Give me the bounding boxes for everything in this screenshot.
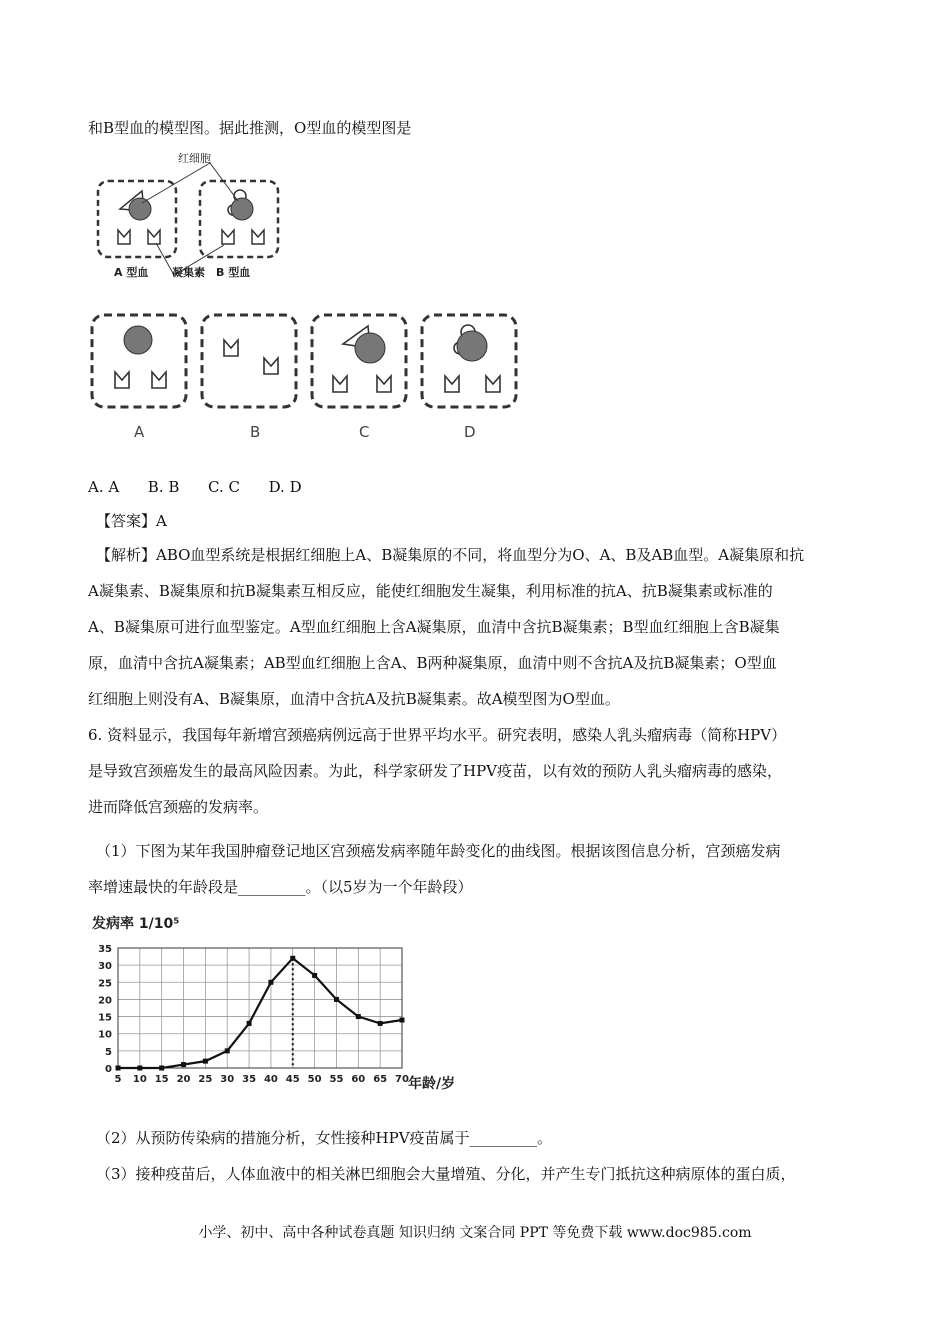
y-tick-label: 0 xyxy=(105,1064,112,1075)
option-label-c: C xyxy=(359,423,370,441)
analysis-line: 红细胞上则没有A、B凝集原，血清中含抗A及抗B凝集素。故A模型图为O型血。 xyxy=(88,690,620,708)
page-footer: 小学、初中、高中各种试卷真题 知识归纳 文案合同 PPT 等免费下载 www.doc985.com xyxy=(198,1225,752,1241)
answer-line: 【答案】A xyxy=(96,512,167,530)
x-tick-label: 15 xyxy=(154,1074,169,1085)
y-tick-label: 15 xyxy=(98,1012,112,1024)
data-point xyxy=(203,1059,208,1064)
data-point xyxy=(137,1066,142,1071)
data-point xyxy=(400,1018,405,1023)
question-6-line: 6. 资料显示，我国每年新增宫颈癌病例远高于世界平均水平。研究表明，感染人乳头瘤病毒（简称HPV） xyxy=(88,726,787,744)
label-agglutinin: 凝集素 xyxy=(172,266,205,279)
incidence-chart xyxy=(88,908,456,1098)
y-tick-label: 20 xyxy=(98,995,112,1007)
choices-line: A. A B. B C. C D. D xyxy=(88,478,302,496)
option-label-b: B xyxy=(250,423,261,441)
data-point xyxy=(268,980,273,985)
y-tick-label: 25 xyxy=(98,978,112,990)
y-tick-label: 35 xyxy=(98,944,112,955)
x-tick-label: 10 xyxy=(132,1074,147,1085)
question-6-1-line: 率增速最快的年龄段是_________。（以5岁为一个年龄段） xyxy=(88,878,473,896)
label-type-b: B 型血 xyxy=(216,266,251,279)
data-point xyxy=(334,997,339,1002)
data-point xyxy=(312,973,317,978)
x-axis-label: 年龄/岁 xyxy=(408,1076,456,1092)
y-axis-label: 发病率 1/10⁵ xyxy=(92,916,180,932)
question-6-line: 是导致宫颈癌发生的最高风险因素。为此，科学家研发了HPV疫苗，以有效的预防人乳头瘤病毒的感染， xyxy=(88,762,783,780)
x-tick-label: 65 xyxy=(373,1074,388,1085)
x-tick-label: 30 xyxy=(220,1074,235,1085)
x-tick-label: 25 xyxy=(198,1074,213,1085)
data-point xyxy=(247,1021,252,1026)
data-point xyxy=(290,956,295,961)
analysis-line: 原，血清中含抗A凝集素；AB型血红细胞上含A、B两种凝集原，血清中则不含抗A及抗B凝集素；O型血 xyxy=(88,654,777,672)
analysis-line: A凝集素、B凝集原和抗B凝集素互相反应，能使红细胞发生凝集，利用标准的抗A、抗B凝集素或标准的 xyxy=(88,582,773,600)
label-rbc: 红细胞 xyxy=(178,152,211,165)
question-6-line: 进而降低宫颈癌的发病率。 xyxy=(88,798,269,816)
question-6-1-line: （1）下图为某年我国肿瘤登记地区宫颈癌发病率随年龄变化的曲线图。根据该图信息分析，宫颈癌发病 xyxy=(96,842,781,860)
data-point xyxy=(225,1048,230,1053)
y-tick-label: 10 xyxy=(98,1029,112,1041)
blood-type-model-figure xyxy=(90,145,290,285)
label-type-a: A 型血 xyxy=(114,266,149,279)
analysis-line: A、B凝集原可进行血型鉴定。A型血红细胞上含A凝集原，血清中含抗B凝集素；B型血红细胞上含B凝集 xyxy=(88,618,780,636)
data-point xyxy=(159,1066,164,1071)
x-tick-label: 70 xyxy=(395,1074,409,1085)
option-label-d: D xyxy=(464,423,476,441)
intro-text: 和B型血的模型图。据此推测，O型血的模型图是 xyxy=(88,119,412,137)
option-figures xyxy=(88,310,528,445)
x-tick-label: 20 xyxy=(176,1074,191,1085)
data-point xyxy=(378,1021,383,1026)
plot-frame xyxy=(118,948,402,1068)
analysis-line: 【解析】ABO血型系统是根据红细胞上A、B凝集原的不同，将血型分为O、A、B及AB血型。A凝集原和抗 xyxy=(96,546,805,564)
data-point xyxy=(356,1014,361,1019)
x-tick-label: 45 xyxy=(285,1074,300,1085)
series-line xyxy=(118,958,402,1068)
question-6-2-line: （2）从预防传染病的措施分析，女性接种HPV疫苗属于_________。 xyxy=(96,1129,553,1147)
data-point xyxy=(181,1062,186,1067)
x-tick-label: 55 xyxy=(329,1074,344,1085)
x-tick-label: 50 xyxy=(307,1074,322,1085)
question-6-3-line: （3）接种疫苗后，人体血液中的相关淋巴细胞会大量增殖、分化，并产生专门抵抗这种病原体的蛋白质， xyxy=(96,1165,796,1183)
x-tick-label: 35 xyxy=(242,1074,257,1085)
option-label-a: A xyxy=(134,423,145,441)
data-point xyxy=(116,1066,121,1071)
x-tick-label: 5 xyxy=(114,1074,122,1085)
y-tick-label: 5 xyxy=(105,1046,112,1058)
y-tick-label: 30 xyxy=(98,961,112,973)
x-tick-label: 60 xyxy=(351,1074,366,1085)
x-tick-label: 40 xyxy=(263,1074,278,1085)
